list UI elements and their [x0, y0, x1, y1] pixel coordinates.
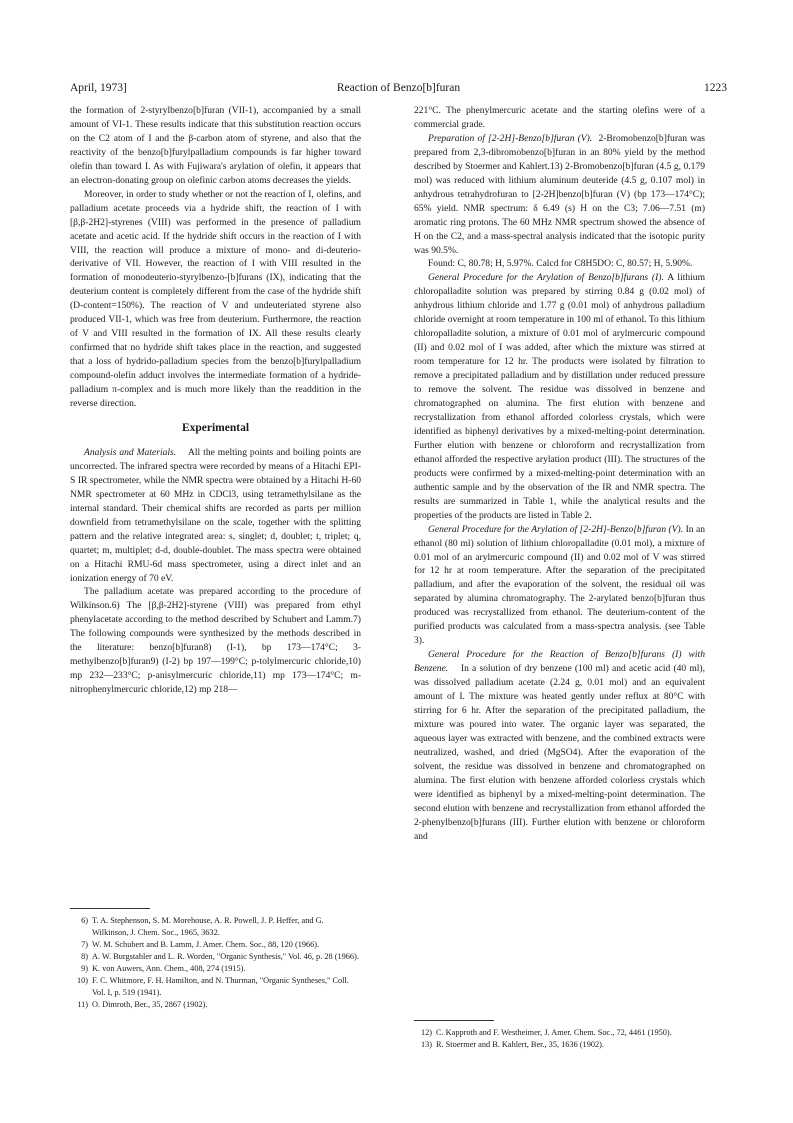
paragraph-text: All the melting points and boiling points are uncorrected. The infrared spectra were recorded by means of a Hitachi EPI-S IR spectrometer, while the NMR spectra were obtained by a Hitachi H-60 NMR spectrometer at 60 MHz in CDCl3, using tetramethylsilane as the internal standard. Their chemical shifts are recorded as parts per million downfield from tetramethylsilane on the scale, together with the splitting pattern and the relative integrated area: s, singlet; d, doublet; t, triplet; q, quartet; m, multiplet; d-d, double-doublet. The mass spectra were obtained on a Hitachi RMU-6d mass spectrometer, using a direct inlet and an ionization energy of 70 eV. — [70, 446, 361, 584]
paragraph-text: A lithium chloropalladite solution was prepared by stirring 0.84 g (0.02 mol) of anhydrous lithium chloride and 1.77 g (0.01 mol) of anhydrous palladium chloride overnight at room temperature in 100 ml of ethanol. To this lithium chloropalladite solution, a mixture of 0.01 mol of arylmercuric compound (II) and 0.02 mol of I was added, after which the mixture was stirred at room temperature for 12 hr. The products were isolated by filtration to remove a precipitated palladium and by distillation under reduced pressure to remove the solvent. The residue was dissolved in benzene and chromatographed on alumina. The first elution with benzene and recrystallization from ethanol afforded colorless crystals, which were identified as biphenyl derivatives by a mixed-melting-point determination. Further elution with benzene or chloroform and recrystallization from ethanol afforded the respective arylation product (III). The structures of the products were confirmed by a mixed-melting-point determination with an authentic sample and by the observation of the IR and NMR spectra. The results are summarized in Table 1, while the analytical results and the properties of the products are listed in Table 2. — [414, 272, 705, 521]
paragraph-text: In a solution of dry benzene (100 ml) and acetic acid (40 ml), was dissolved palladium acetate (2.24 g, 0.01 mol) and an equivalent amount of I. The mixture was heated gently under reflux at 80°C with stirring for 6 hr. After the separation of the precipitated palladium, the mixture was poured into water. The organic layer was separated, the aqueous layer was extracted with benzene, and the combined extracts were neutralized, washed, and dried (MgSO4). After the evaporation of the solvent, the residue was dissolved in benzene and chromatographed on alumina. The first elution with benzene afforded colorless crystals which were identified as biphenyl by a mixed-melting-point determination. The second elution with benzene and recrystallization from ethanol afforded the 2-phenylbenzo[b]furans (III). Further elution with benzene or chloroform and — [414, 663, 705, 842]
footnote-text: W. M. Schubert and B. Lamm, J. Amer. Chem. Soc., 88, 120 (1966). — [92, 940, 320, 949]
right-footnotes — [414, 1012, 705, 1051]
footnote-number: 6) — [81, 916, 88, 925]
right-column — [414, 104, 705, 844]
header-title: Reaction of Benzo[b]furan — [336, 82, 461, 94]
page-number: 1223 — [704, 82, 727, 94]
footnote — [70, 999, 361, 1011]
section-heading: Experimental — [181, 421, 250, 434]
footnote — [70, 939, 361, 951]
run-in-heading: General Procedure for the Arylation of Benzo[b]furans (I). — [428, 272, 664, 284]
paragraph — [414, 132, 705, 258]
footnote-number: 8) — [81, 952, 88, 961]
footnote — [70, 975, 361, 999]
footnote-number: 12) — [420, 1028, 432, 1037]
footnote — [414, 1039, 705, 1051]
paragraph — [414, 648, 705, 843]
paragraph: Found: C, 80.78; H, 5.97%. Calcd for C8H5DO: C, 80.57; H, 5.90%. — [428, 258, 693, 270]
paragraph — [70, 446, 361, 586]
left-column — [70, 104, 361, 697]
header-date: April, 1973] — [70, 82, 127, 94]
paragraph — [414, 271, 705, 522]
footnote-text: K. von Auwers, Ann. Chem., 408, 274 (1915). — [92, 964, 246, 973]
footnote-text: R. Stoermer and B. Kahlert, Ber., 35, 1636 (1902). — [436, 1040, 604, 1049]
footnote — [70, 963, 361, 975]
footnote-text: O. Dimroth, Ber., 35, 2867 (1902). — [92, 1000, 208, 1009]
paragraph-text: 2-Bromobenzo[b]furan was prepared from 2,3-dibromobenzo[b]furan in an 80% yield by the method described by Stoermer and Kahlert.13) 2-Bromobenzo[b]furan (4.5 g, 0.179 mol) was reduced with lithium aluminum deuteride (4.5 g, 0.107 mol) in anhydrous tetrahydrofuran to [2-2H]benzo[b]furan (V) (bp 173—174°C); 65% yield. NMR spectrum: δ 6.49 (s) H on the C3; 7.06—7.51 (m) aromatic ring protons. The 60 MHz NMR spectrum showed the absence of H on the C2, and a mass-spectral analysis indicated that the isotopic purity was 90.5%. — [414, 132, 705, 256]
paragraph: The palladium acetate was prepared according to the procedure of Wilkinson.6) The [β,β-2H2]-styrene (VIII) was prepared from ethyl phenylacetate according to the method described by Schubert and Lamm.7) The following compounds were synthesized by the methods described in the literature: benzo[b]furan8) (I-1), bp 173—174°C; 3-methylbenzo[b]furan9) (I-2) bp 197—199°C; p-tolylmercuric chloride,10) mp 232—233°C; p-anisylmercuric chloride,11) mp 173—174°C; m-nitrophenylmercuric chloride,12) mp 218— — [70, 586, 361, 696]
left-footnotes — [70, 900, 361, 1011]
footnote-rule — [70, 908, 150, 909]
footnote-rule — [414, 1020, 494, 1021]
run-in-heading: General Procedure for the Arylation of [2-2H]-Benzo[b]furan (V). — [428, 523, 684, 535]
footnote — [70, 915, 361, 939]
paragraph: 221°C. The phenylmercuric acetate and the starting olefins were of a commercial grade. — [414, 105, 705, 130]
footnote-number: 10) — [76, 976, 88, 985]
paragraph-text: In an ethanol (80 ml) solution of lithium chloropalladite (0.01 mol), a mixture of 0.01 mol of an arylmercuric compound (II) and 0.02 mol of V was stirred for 12 hr at room temperature. After the separation of the precipitated palladium, and after the evaporation of the solvent, the residual oil was separated by alumina chromatography. The 2-arylated benzo[b]furan thus produced was recrystallized from ethanol. The deuterium-content of the purified products was calculated from a mass-spectra analysis. (see Table 3). — [414, 523, 706, 647]
footnote-number: 13) — [420, 1040, 432, 1049]
footnote-text: F. C. Whitmore, F. H. Hamilton, and N. Thurman, "Organic Syntheses," Coll. Vol. I, p. 519 (1941). — [92, 976, 349, 997]
footnote-text: A. W. Burgstahler and L. R. Worden, "Organic Synthesis," Vol. 46, p. 28 (1966). — [92, 952, 359, 961]
running-header — [70, 82, 727, 98]
run-in-heading: Preparation of [2-2H]-Benzo[b]furan (V). — [428, 132, 593, 144]
footnote — [70, 951, 361, 963]
footnote-number: 9) — [81, 964, 88, 973]
paragraph: Moreover, in order to study whether or not the reaction of I, olefins, and palladium acetate proceeds via a hydride shift, the reaction of I with [β,β-2H2]-styrenes (VIII) was performed in the presence of palladium acetate and acetic acid. If the hydride shift occurs in the reaction of I with VIII, the reaction will produce a mixture of mono- and di-deuterio-derivative of VII. However, the reaction of I with VIII resulted in the formation of monodeuterio-styrylbenzo-[b]furans (IX), indicating that the deuterium content is completely different from the case of the hydride shift (D-content=150%). The reaction of V and undeuteriated styrene also produced VII-1, which was free from deuterium. Furthermore, the reaction of V and VIII resulted in the formation of IX. All these results clearly confirmed that no hydride shift takes place in the reaction, and suggested that a loss of hydrido-palladium species from the benzo[b]furylpalladium compound-olefin adduct involves the intermediate formation of a hydride-palladium π-complex and is much more likely than the readdition in the reverse direction. — [70, 188, 361, 410]
footnote-number: 11) — [77, 1000, 88, 1009]
run-in-heading: Analysis and Materials. — [84, 446, 177, 458]
footnote — [414, 1027, 705, 1039]
paragraph — [414, 523, 705, 649]
run-in-heading: General Procedure for the Reaction of Benzo[b]furans (I) with Benzene. — [414, 649, 705, 675]
footnote-number: 7) — [81, 940, 88, 949]
footnote-text: T. A. Stephenson, S. M. Morehouse, A. R. Powell, J. P. Heffer, and G. Wilkinson, J. Chem. Soc., 1965, 3632. — [92, 916, 324, 937]
paragraph: the formation of 2-styrylbenzo[b]furan (VII-1), accompanied by a small amount of VI-1. These results indicate that this substitution reaction occurs on the C2 atom of I and the β-carbon atom of styrene, and also that the reactivity of the benzo[b]furylpalladium compounds is far higher toward olefin than toward I. As with Fujiwara's arylation of olefin, it appears that an electron-donating group on olefinic carbon atoms decreases the yields. — [70, 105, 361, 186]
footnote-text: C. Kapproth and F. Westheimer, J. Amer. Chem. Soc., 72, 4461 (1950). — [436, 1028, 672, 1037]
